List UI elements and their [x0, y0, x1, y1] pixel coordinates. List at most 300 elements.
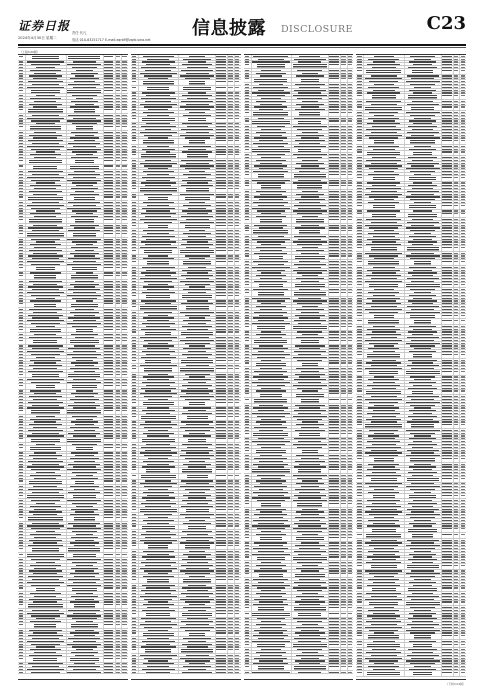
table-cell [116, 652, 120, 653]
table-cell [116, 225, 120, 226]
table-cell [122, 500, 126, 501]
table-cell [216, 644, 226, 645]
table-cell [70, 573, 100, 574]
table-cell [253, 56, 288, 57]
table-cell [297, 129, 322, 130]
table-cell [216, 596, 226, 597]
table-cell [245, 104, 249, 105]
table-cell [146, 64, 170, 65]
table-cell [235, 67, 239, 68]
table-cell [228, 340, 232, 341]
table-cell [104, 416, 114, 417]
table-cell [235, 464, 239, 465]
table-cell [348, 75, 352, 76]
table-cell [132, 660, 136, 661]
table-cell [253, 112, 288, 115]
table-cell [132, 171, 136, 172]
table-cell [104, 151, 114, 152]
table-cell [122, 300, 126, 301]
table-cell [228, 163, 232, 164]
table-cell [122, 672, 126, 673]
table-cell [348, 73, 352, 74]
table-cell [104, 194, 114, 195]
table-cell [116, 548, 120, 549]
table-cell [228, 497, 232, 498]
table-cell [132, 284, 136, 285]
table-cell [104, 540, 114, 541]
table-cell [122, 374, 126, 375]
table-cell [141, 447, 176, 448]
table-cell [293, 64, 327, 67]
table-cell [235, 365, 239, 366]
table-cell [19, 362, 23, 363]
table-cell [104, 593, 114, 594]
table-cell [329, 92, 339, 93]
table-cell [76, 244, 92, 245]
table-cell [122, 87, 126, 88]
table-cell [104, 635, 114, 636]
table-cell [116, 345, 120, 346]
table-cell [235, 75, 239, 76]
table-cell [116, 241, 120, 242]
table-cell [235, 292, 239, 293]
table-cell [116, 56, 120, 57]
table-cell [19, 137, 23, 138]
table-cell [116, 120, 120, 121]
table-cell [182, 270, 212, 271]
table-cell [104, 599, 114, 600]
table-cell [145, 332, 171, 335]
table-cell [104, 309, 114, 310]
table-cell [146, 151, 170, 152]
table-cell [116, 205, 120, 206]
table-cell [142, 410, 175, 411]
table-cell [19, 264, 23, 265]
table-cell [132, 98, 136, 99]
table-cell [183, 435, 210, 436]
table-cell [122, 419, 126, 420]
table-cell [19, 523, 23, 524]
table-cell [132, 514, 136, 515]
table-cell [104, 81, 114, 82]
table-cell [19, 98, 23, 99]
table-cell [216, 225, 226, 226]
table-cell [28, 576, 63, 577]
table-cell [228, 416, 232, 417]
table-cell [187, 300, 208, 301]
table-cell [32, 258, 58, 259]
table-cell [71, 393, 98, 394]
table-cell [235, 284, 239, 285]
table-cell [235, 109, 239, 110]
table-cell [132, 64, 136, 65]
table-cell [341, 137, 345, 138]
table-cell [104, 326, 114, 327]
table-cell [36, 151, 56, 152]
table-cell [104, 615, 114, 616]
table-cell [329, 112, 339, 113]
table-cell [186, 188, 209, 191]
table-cell [132, 649, 136, 650]
table-cell [71, 73, 98, 74]
table-cell [132, 416, 136, 417]
table-cell [235, 239, 239, 240]
table-cell [132, 230, 136, 231]
table-cell [228, 56, 232, 57]
table-cell [182, 672, 212, 673]
table-cell [183, 554, 210, 555]
table-cell [116, 511, 120, 512]
table-cell [132, 357, 136, 358]
table-cell [75, 75, 94, 76]
table-cell [228, 320, 232, 321]
table-cell [116, 469, 120, 470]
table-cell [144, 455, 173, 456]
table-cell [19, 188, 23, 189]
table-cell [235, 604, 239, 605]
table-cell [122, 326, 126, 327]
table-cell [187, 416, 208, 419]
table-cell [19, 154, 23, 155]
table-cell [116, 146, 120, 147]
table-cell [260, 104, 282, 105]
table-cell [147, 407, 169, 408]
table-cell [228, 365, 232, 366]
table-cell [67, 323, 101, 324]
table-cell [341, 84, 345, 85]
table-cell [188, 526, 207, 529]
table-cell [216, 641, 226, 642]
table-cell [116, 421, 120, 422]
table-cell [122, 464, 126, 465]
table-cell [29, 630, 62, 631]
table-cell [132, 267, 136, 268]
table-cell [235, 196, 239, 197]
table-cell [132, 70, 136, 71]
table-cell [116, 267, 120, 268]
table-cell [341, 135, 345, 136]
table-cell [132, 258, 136, 259]
table-cell [228, 413, 232, 414]
table-cell [122, 337, 126, 338]
table-cell [132, 106, 136, 107]
table-cell [235, 461, 239, 462]
table-cell [181, 244, 213, 245]
table-cell [182, 354, 212, 355]
table-cell [122, 368, 126, 369]
table-cell [31, 295, 60, 296]
table-cell [132, 81, 136, 82]
table-cell [132, 627, 136, 628]
table-cell [116, 475, 120, 476]
table-cell [19, 480, 23, 481]
table-cell [116, 410, 120, 411]
table-cell [245, 137, 249, 138]
table-cell [27, 261, 64, 262]
table-cell [19, 73, 23, 74]
table-cell [145, 129, 171, 130]
table-cell [122, 523, 126, 524]
table-cell [132, 469, 136, 470]
table-cell [72, 151, 97, 152]
table-cell [73, 61, 96, 62]
table-cell [70, 632, 100, 633]
table-cell [67, 469, 101, 470]
table-cell [185, 458, 210, 459]
table-cell [132, 458, 136, 459]
table-cell [104, 165, 114, 166]
page-number: C23 [426, 13, 466, 34]
table-cell [76, 360, 92, 361]
table-cell [216, 658, 226, 659]
table-cell [216, 343, 226, 344]
table-cell [185, 545, 210, 548]
table-cell [140, 452, 177, 453]
table-cell [19, 160, 23, 161]
table-cell [235, 337, 239, 338]
table-cell [259, 140, 283, 141]
table-cell [235, 556, 239, 557]
table-cell [245, 126, 249, 127]
table-cell [116, 264, 120, 265]
table-cell [19, 123, 23, 124]
table-cell [140, 306, 177, 309]
table-cell [32, 610, 58, 611]
table-cell [104, 573, 114, 574]
table-cell [235, 165, 239, 166]
table-cell [132, 663, 136, 664]
table-cell [104, 73, 114, 74]
table-cell [228, 641, 232, 642]
table-cell [348, 56, 352, 57]
table-cell [147, 495, 169, 496]
table-cell [187, 67, 208, 68]
table-cell [187, 154, 208, 157]
table-cell [185, 489, 210, 490]
table-cell [122, 188, 126, 189]
table-cell [122, 554, 126, 555]
table-cell [19, 579, 23, 580]
table-cell [183, 348, 210, 349]
table-cell [132, 424, 136, 425]
table-cell [235, 607, 239, 608]
table-cell [19, 593, 23, 594]
table-cell [19, 632, 23, 633]
table-cell [132, 475, 136, 476]
table-cell [116, 565, 120, 566]
table-cell [228, 149, 232, 150]
table-cell [216, 185, 226, 186]
table-cell [19, 624, 23, 625]
table-cell [67, 410, 101, 413]
table-cell [216, 480, 226, 481]
table-cell [122, 430, 126, 431]
table-cell [132, 270, 136, 271]
table-cell [235, 660, 239, 661]
table-cell [148, 573, 168, 574]
table-cell [228, 180, 232, 181]
table-cell [104, 239, 114, 240]
table-cell [75, 570, 94, 571]
table-cell [235, 312, 239, 313]
table-cell [235, 565, 239, 566]
table-cell [329, 78, 339, 79]
table-cell [122, 230, 126, 231]
table-cell [122, 599, 126, 600]
table-cell [104, 528, 114, 529]
table-cell [116, 227, 120, 228]
table-cell [122, 416, 126, 417]
table-cell [148, 343, 168, 344]
table-cell [235, 247, 239, 248]
table-cell [104, 495, 114, 496]
table-cell [68, 230, 100, 231]
table-cell [122, 258, 126, 259]
table-cell [73, 435, 96, 436]
table-cell [122, 298, 126, 299]
table-cell [216, 452, 226, 453]
table-cell [132, 87, 136, 88]
table-cell [245, 95, 249, 96]
masthead-rule-thick [18, 44, 466, 46]
table-cell [132, 461, 136, 462]
table-cell [186, 483, 209, 484]
table-row [131, 671, 241, 674]
table-cell [216, 241, 226, 242]
table-cell [228, 514, 232, 515]
table-cell [36, 67, 56, 68]
table-cell [34, 478, 56, 479]
table-cell [19, 213, 23, 214]
table-cell [245, 112, 249, 113]
table-cell [228, 537, 232, 538]
table-cell [216, 413, 226, 414]
table-cell [235, 250, 239, 251]
table-cell [216, 663, 226, 664]
table-cell [216, 525, 226, 526]
table-cell [216, 458, 226, 459]
table-cell [104, 570, 114, 571]
table-cell [228, 272, 232, 273]
table-cell [104, 303, 114, 304]
table-cell [235, 610, 239, 611]
table-cell [142, 208, 175, 209]
table-cell [141, 241, 176, 242]
table-cell [132, 613, 136, 614]
table-cell [132, 495, 136, 496]
table-cell [19, 334, 23, 335]
table-cell [132, 208, 136, 209]
table-cell [329, 98, 339, 99]
table-cell [329, 95, 339, 96]
table-cell [259, 84, 283, 85]
table-cell [19, 638, 23, 639]
table-cell [235, 185, 239, 186]
table-cell [216, 306, 226, 307]
table-cell [329, 56, 339, 57]
table-cell [122, 191, 126, 192]
table-cell [183, 115, 210, 116]
table-cell [75, 160, 94, 163]
table-cell [29, 75, 62, 76]
table-cell [216, 351, 226, 352]
table-cell [181, 480, 213, 481]
table-cell [299, 112, 320, 115]
table-cell [228, 286, 232, 287]
table-cell [141, 534, 176, 535]
table-cell [144, 250, 173, 253]
table-cell [19, 84, 23, 85]
table-cell [33, 542, 57, 543]
table-cell [104, 244, 114, 245]
table-cell [228, 101, 232, 102]
table-cell [228, 540, 232, 541]
table-cell [116, 286, 120, 287]
table-cell [341, 95, 345, 96]
table-cell [189, 402, 205, 405]
table-cell [19, 517, 23, 518]
table-cell [19, 503, 23, 504]
table-cell [104, 267, 114, 268]
table-cell [216, 281, 226, 282]
table-cell [216, 565, 226, 566]
table-cell [116, 340, 120, 341]
table-cell [216, 399, 226, 400]
table-cell [122, 281, 126, 282]
table-cell [147, 261, 169, 264]
table-cell [116, 348, 120, 349]
table-cell [27, 669, 64, 670]
table-cell [216, 284, 226, 285]
table-cell [146, 95, 170, 96]
table-cell [329, 143, 339, 144]
table-cell [132, 610, 136, 611]
table-cell [182, 295, 212, 298]
table-cell [235, 137, 239, 138]
table-cell [228, 469, 232, 470]
table-cell [235, 236, 239, 237]
table-cell [122, 362, 126, 363]
table-cell [116, 216, 120, 217]
table-cell [188, 61, 207, 62]
table-cell [104, 585, 114, 586]
table-cell [189, 112, 205, 113]
table-cell [235, 402, 239, 403]
table-cell [116, 545, 120, 546]
table-cell [216, 542, 226, 543]
table-cell [186, 337, 209, 338]
table-cell [122, 562, 126, 563]
table-cell [245, 87, 249, 88]
table-cell [235, 576, 239, 577]
table-cell [142, 526, 175, 529]
table-cell [146, 239, 170, 240]
table-cell [146, 123, 170, 124]
table-cell [122, 317, 126, 318]
table-cell [19, 323, 23, 324]
table-cell [74, 635, 95, 636]
table-cell [216, 340, 226, 341]
table-cell [19, 329, 23, 330]
table-cell [146, 270, 170, 271]
table-cell [19, 610, 23, 611]
table-cell [104, 227, 114, 228]
table-cell [235, 542, 239, 543]
table-cell [187, 388, 208, 389]
table-cell [228, 194, 232, 195]
table-cell [19, 464, 23, 465]
table-cell [348, 84, 352, 85]
